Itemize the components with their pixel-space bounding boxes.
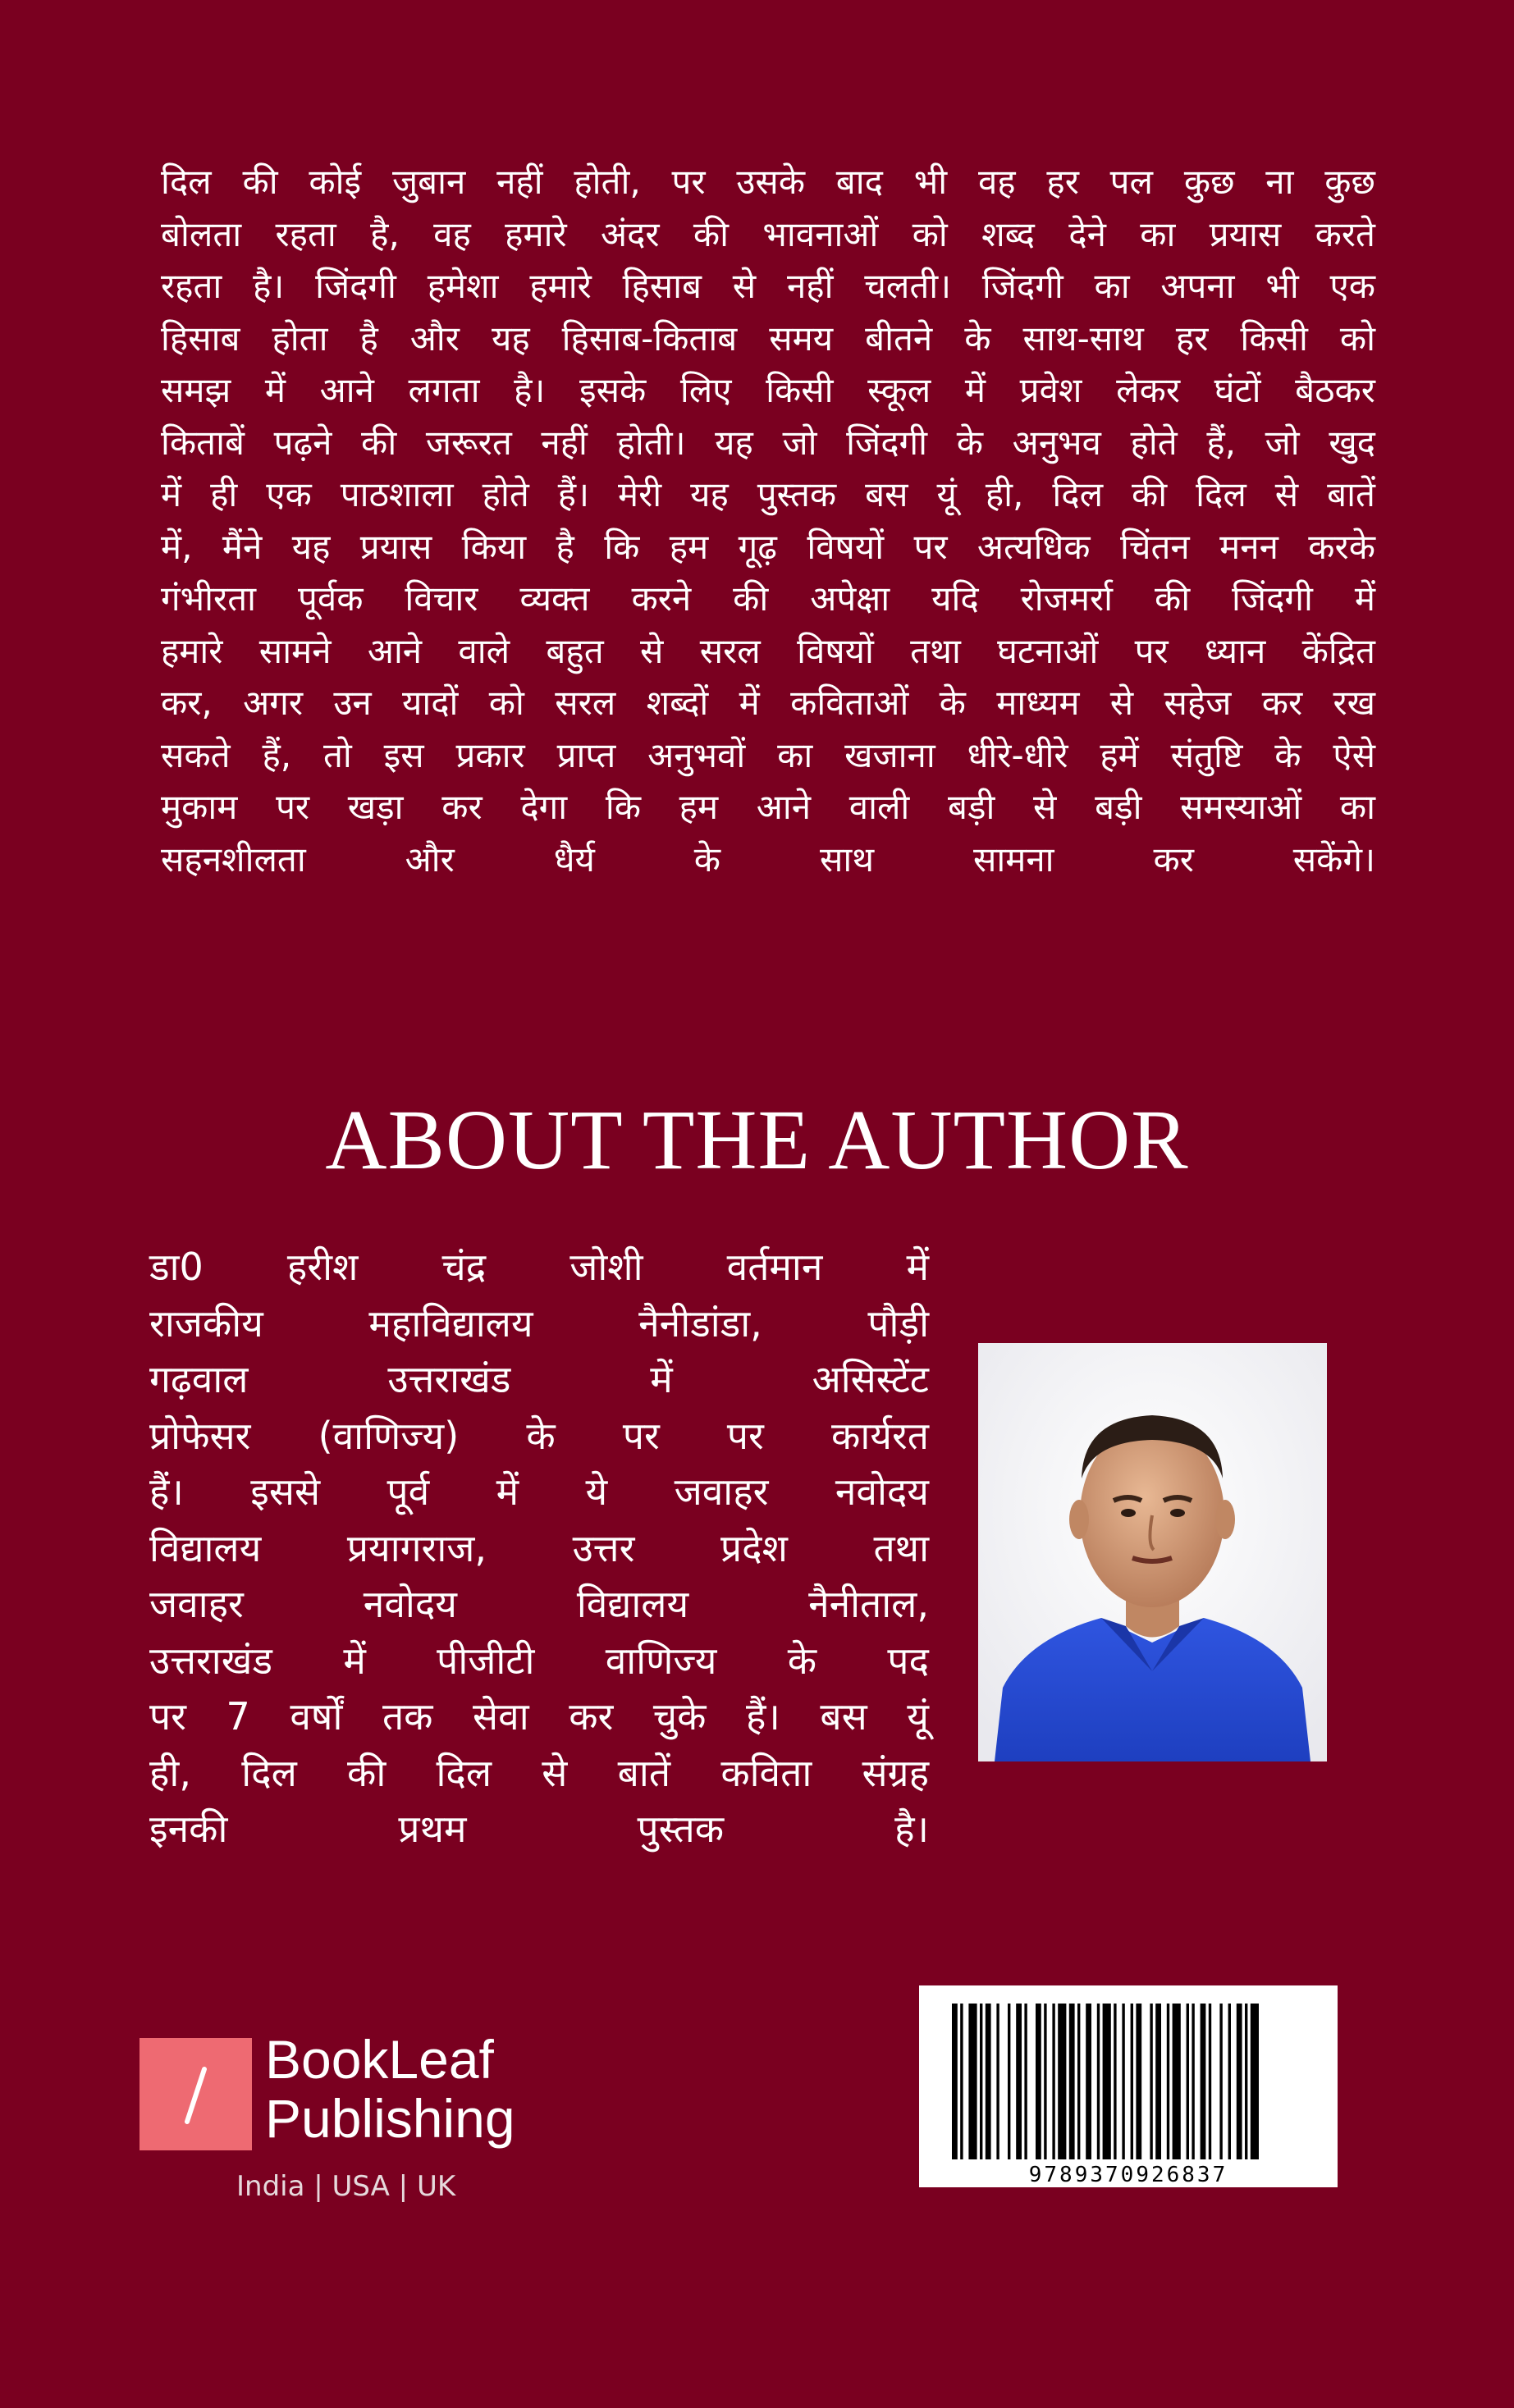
barcode-bar — [1228, 2004, 1231, 2159]
barcode-bar — [1173, 2004, 1181, 2159]
barcode-bar — [1044, 2004, 1046, 2159]
barcode-bar — [1016, 2004, 1022, 2159]
barcode-bar — [1024, 2004, 1027, 2159]
barcode-bar — [1103, 2004, 1111, 2159]
barcode-bar — [1219, 2004, 1222, 2159]
blurb-line: गंभीरता पूर्वक विचार व्यक्त करने की अपेक्षा यदि रोजमर्रा की जिंदगी में — [161, 578, 1375, 619]
bio-line: राजकीय महाविद्यालय नैनीडांडा, पौड़ी — [149, 1300, 929, 1346]
blurb-line: बोलता रहता है, वह हमारे अंदर की भावनाओं को शब्द देने का प्रयास करते — [161, 213, 1375, 254]
barcode-bar — [980, 2004, 982, 2159]
bio-line: विद्यालय प्रयागराज, उत्तर प्रदेश तथा — [149, 1525, 929, 1570]
blurb-line: दिल की कोई जुबान नहीं होती, पर उसके बाद भी वह हर पल कुछ ना कुछ — [161, 162, 1375, 202]
author-bio — [149, 1239, 929, 1857]
barcode-bar — [1058, 2004, 1066, 2159]
blurb-line: मुकाम पर खड़ा कर देगा कि हम आने वाली बड़ी से बड़ी समस्याओं का — [161, 787, 1375, 827]
publisher-regions: India | USA | UK — [236, 2170, 456, 2203]
barcode-bar — [1069, 2004, 1075, 2159]
bio-line: डा0 हरीश चंद्र जोशी वर्तमान में — [149, 1245, 929, 1289]
bio-line: जवाहर नवोदय विद्यालय नैनीताल, — [149, 1582, 929, 1626]
barcode-bar — [1209, 2004, 1211, 2159]
barcode-bar — [1122, 2004, 1124, 2159]
barcode-bar — [1192, 2004, 1194, 2159]
blurb-line: हमारे सामने आने वाले बहुत से सरल विषयों तथा घटनाओं पर ध्यान केंद्रित — [161, 630, 1375, 671]
blurb-line: समझ में आने लगता है। इसके लिए किसी स्कूल में प्रवेश लेकर घंटों बैठकर — [161, 370, 1375, 410]
isbn-number: 9789370926837 — [1028, 2163, 1228, 2187]
publisher-name — [265, 2030, 515, 2148]
back-cover-blurb — [161, 156, 1375, 885]
blurb-line: कर, अगर उन यादों को सरल शब्दों में कविताओं के माध्यम से सहेज कर रख — [161, 683, 1375, 723]
barcode-bar — [1167, 2004, 1169, 2159]
barcode-bar — [1237, 2004, 1242, 2159]
author-photo — [978, 1343, 1327, 1761]
barcode-bar — [1052, 2004, 1054, 2159]
barcode-bar — [1251, 2004, 1259, 2159]
bio-line: उत्तराखंड में पीजीटी वाणिज्य के पद — [149, 1638, 929, 1683]
slash-icon — [187, 2069, 204, 2122]
blurb-line: सकते हैं, तो इस प्रकार प्राप्त अनुभवों का खजाना धीरे-धीरे हमें संतुष्टि के ऐसे — [161, 734, 1375, 775]
barcode-bar — [1114, 2004, 1116, 2159]
barcode-bar — [968, 2004, 977, 2159]
barcode-bar — [1008, 2004, 1010, 2159]
barcode-bar — [1245, 2004, 1247, 2159]
isbn-barcode — [919, 1985, 1338, 2187]
blurb-line: रहता है। जिंदगी हमेशा हमारे हिसाब से नहीं चलती। जिंदगी का अपना भी एक — [161, 266, 1375, 306]
barcode-bar — [996, 2004, 999, 2159]
barcode-bar — [1036, 2004, 1041, 2159]
blurb-line: किताबें पढ़ने की जरूरत नहीं होती। यह जो जिंदगी के अनुभव होते हैं, जो खुद — [161, 422, 1375, 463]
barcode-bar — [1187, 2004, 1189, 2159]
barcode-bar — [986, 2004, 991, 2159]
barcode-bar — [1097, 2004, 1100, 2159]
publisher-name-line1: BookLeaf — [265, 2029, 494, 2090]
barcode-bar — [1155, 2004, 1161, 2159]
barcode-bar — [1086, 2004, 1091, 2159]
barcode-bar — [1136, 2004, 1141, 2159]
blurb-line: हिसाब होता है और यह हिसाब-किताब समय बीतने के साथ-साथ हर किसी को — [161, 318, 1375, 359]
bio-line: हैं। इससे पूर्व में ये जवाहर नवोदय — [149, 1469, 929, 1514]
blurb-line: में ही एक पाठशाला होते हैं। मेरी यह पुस्तक बस यूं ही, दिल की दिल से बातें — [161, 474, 1375, 514]
barcode-bar — [960, 2004, 963, 2159]
bio-line: इनकी प्रथम पुस्तक है। — [149, 1807, 929, 1851]
barcode-bar — [1077, 2004, 1080, 2159]
blurb-line: में, मैंने यह प्रयास किया है कि हम गूढ़ विषयों पर अत्यधिक चिंतन मनन करके — [161, 526, 1375, 567]
barcode-bar — [952, 2004, 958, 2159]
bio-line: पर 7 वर्षों तक सेवा कर चुके हैं। बस यूं — [149, 1694, 929, 1739]
bio-line: ही, दिल की दिल से बातें कविता संग्रह — [149, 1750, 929, 1795]
publisher-name-line2: Publishing — [265, 2088, 515, 2149]
barcode-bar — [1131, 2004, 1133, 2159]
publisher-logo-mark — [140, 2038, 252, 2150]
about-author-heading: ABOUT THE AUTHOR — [325, 1093, 1189, 1187]
blurb-line: सहनशीलता और धैर्य के साथ सामना कर सकेंगे। — [161, 838, 1375, 880]
barcode-bar — [1150, 2004, 1152, 2159]
barcode-bar — [1201, 2004, 1206, 2159]
bio-line: प्रोफेसर (वाणिज्य) के पर पर कार्यरत — [149, 1413, 929, 1458]
bio-line: गढ़वाल उत्तराखंड में असिस्टेंट — [149, 1357, 929, 1401]
